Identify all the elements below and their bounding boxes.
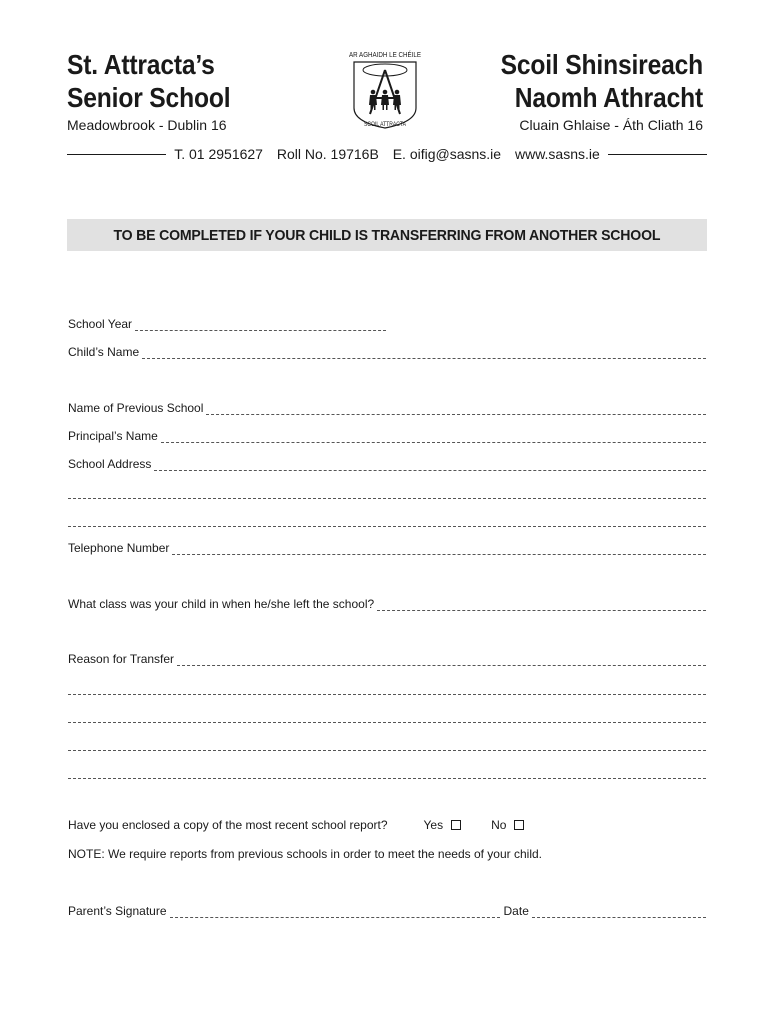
- school-address-label: School Address: [68, 457, 152, 471]
- website-link[interactable]: www.sasns.ie: [514, 146, 600, 162]
- school-year-label: School Year: [68, 317, 133, 331]
- no-checkbox[interactable]: [514, 820, 524, 830]
- class-left-label: What class was your child in when he/she left the school?: [68, 597, 375, 611]
- school-address-field: [68, 455, 706, 471]
- contact-rule-right: [608, 154, 707, 155]
- school-name-irish: [473, 48, 703, 133]
- yes-label: Yes: [423, 818, 444, 832]
- school-address-line-3: [68, 511, 706, 527]
- school-name-irish-line-1: Scoil Shinsireach: [500, 49, 703, 80]
- reason-input-5[interactable]: [68, 764, 706, 779]
- contact-details: [166, 146, 608, 162]
- reason-input-2[interactable]: [68, 680, 706, 695]
- reason-line-2: [68, 679, 706, 695]
- reason-input-1[interactable]: [177, 651, 706, 666]
- reason-line-4: [68, 735, 706, 751]
- previous-school-field: [68, 399, 706, 415]
- principals-name-input[interactable]: [161, 428, 706, 443]
- signature-input[interactable]: [170, 903, 500, 918]
- school-crest-logo: [340, 48, 430, 134]
- school-address-line-2: [68, 483, 706, 499]
- reason-input-4[interactable]: [68, 736, 706, 751]
- roll-number: Roll No. 19716B: [276, 146, 379, 162]
- crest-school-text: SCOIL ATTRACTA: [364, 121, 407, 128]
- no-label: No: [491, 818, 507, 832]
- phone-number: T. 01 2951627: [174, 146, 263, 162]
- report-question-label: Have you enclosed a copy of the most recent school report?: [68, 818, 388, 832]
- telephone-label: Telephone Number: [68, 541, 170, 555]
- childs-name-field: [68, 343, 706, 359]
- school-name-irish-line-2: Naomh Athracht: [514, 82, 703, 113]
- reason-line-5: [68, 763, 706, 779]
- school-name-line-2: Senior School: [67, 82, 231, 113]
- signature-date-row: [68, 902, 706, 918]
- banner-heading: TO BE COMPLETED IF YOUR CHILD IS TRANSFERRING FROM ANOTHER SCHOOL: [113, 226, 661, 244]
- report-question-row: [68, 818, 524, 832]
- principals-name-label: Principal’s Name: [68, 429, 158, 443]
- childs-name-input[interactable]: [142, 344, 706, 359]
- reason-line-3: [68, 707, 706, 723]
- previous-school-label: Name of Previous School: [68, 401, 204, 415]
- school-address-input-2[interactable]: [68, 484, 706, 499]
- report-note: NOTE: We require reports from previous schools in order to meet the needs of your child.: [68, 847, 542, 861]
- school-address-input-3[interactable]: [68, 512, 706, 527]
- contact-bar: [67, 146, 707, 162]
- yes-checkbox[interactable]: [451, 820, 461, 830]
- telephone-input[interactable]: [172, 540, 706, 555]
- school-address-english: Meadowbrook - Dublin 16: [67, 117, 227, 133]
- signature-label: Parent’s Signature: [68, 904, 167, 918]
- contact-rule-left: [67, 154, 166, 155]
- yes-option[interactable]: [424, 818, 462, 832]
- reason-field: [68, 650, 706, 666]
- school-name-line-1: St. Attracta’s: [67, 49, 215, 80]
- date-input[interactable]: [532, 903, 706, 918]
- school-address-irish: Cluain Ghlaise - Áth Cliath 16: [519, 117, 703, 133]
- reason-input-3[interactable]: [68, 708, 706, 723]
- class-left-field: [68, 595, 706, 611]
- previous-school-input[interactable]: [206, 400, 706, 415]
- school-year-input[interactable]: [135, 316, 386, 331]
- no-option[interactable]: [491, 818, 524, 832]
- school-name-english: [67, 48, 253, 133]
- date-label: Date: [503, 904, 529, 918]
- reason-label: Reason for Transfer: [68, 652, 175, 666]
- section-banner: [67, 219, 707, 251]
- crest-motto-text: AR AGHAIDH LE CHÉILE: [349, 52, 430, 59]
- telephone-field: [68, 539, 706, 555]
- school-year-field: [68, 315, 386, 331]
- principals-name-field: [68, 427, 706, 443]
- school-address-input-1[interactable]: [154, 456, 706, 471]
- email-address[interactable]: E. oifig@sasns.ie: [392, 146, 502, 162]
- class-left-input[interactable]: [377, 596, 706, 611]
- childs-name-label: Child’s Name: [68, 345, 140, 359]
